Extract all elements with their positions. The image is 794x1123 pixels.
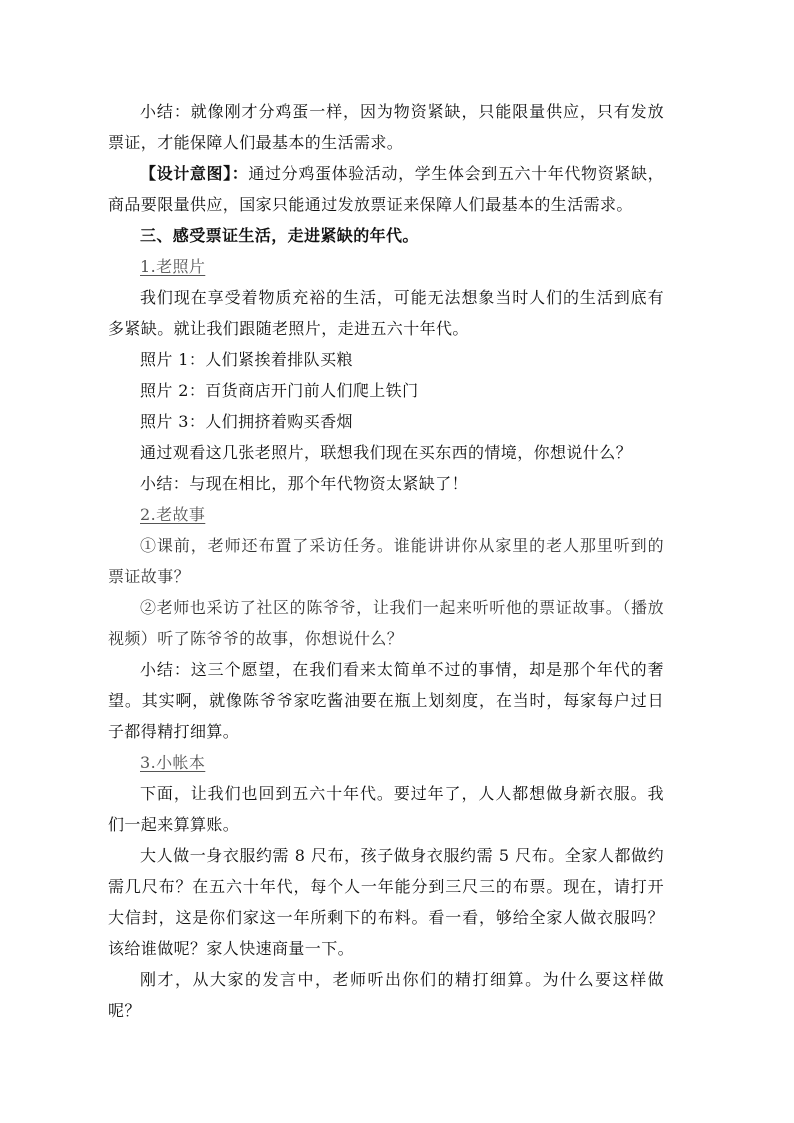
subsection-1-intro: 我们现在享受着物质充裕的生活，可能无法想象当时人们的生活到底有多紧缺。就让我们跟随老照片，走进五六十年代。 [108,288,664,338]
photo-2-caption: 照片 2：百货商店开门前人们爬上铁门 [140,381,419,400]
photo-1-caption: 照片 1：人们紧挨着排队买粮 [140,350,353,369]
subsection-2-item-2: ②老师也采访了社区的陈爷爷，让我们一起来听听他的票证故事。（播放视频）听了陈爷爷的故事，你想说什么？ [108,598,664,648]
section-3-heading: 三、感受票证生活，走进紧缺的年代。 [140,226,419,245]
document-page [108,96,664,1026]
subsection-2-title: 2.老故事 [140,505,206,524]
subsection-3-paragraph-1: 下面，让我们也回到五六十年代。要过年了，人人都想做身新衣服。我们一起来算算账。 [108,784,664,834]
subsection-3-title: 3.小帐本 [140,753,206,772]
subsection-1-title: 1.老照片 [140,257,206,276]
subsection-1-question: 通过观看这几张老照片，联想我们现在买东西的情境，你想说什么？ [140,443,633,462]
subsection-2-title-row [108,499,664,530]
design-intent-text: 通过分鸡蛋体验活动，学生体会到五六十年代物资紧缺，商品要限量供应，国家只能通过发放票证来保障人们最基本的生活需求。 [108,164,664,214]
subsection-2-summary: 小结：这三个愿望，在我们看来太简单不过的事情，却是那个年代的奢望。其实啊，就像陈爷爷家吃酱油要在瓶上划刻度，在当时，每家每户过日子都得精打细算。 [108,660,664,741]
subsection-1-title-row [108,251,664,282]
subsection-2-item-1: ①课前，老师还布置了采访任务。谁能讲讲你从家里的老人那里听到的票证故事？ [108,536,664,586]
subsection-3-paragraph-2: 大人做一身衣服约需 8 尺布，孩子做身衣服约需 5 尺布。全家人都做约需几尺布？在五六十年代，每个人一年能分到三尺三的布票。现在，请打开大信封，这是你们家这一年所剩下的布料。看一看，够给全家人做衣服吗？该给谁做呢？家人快速商量一下。 [108,846,664,958]
summary-paragraph-1: 小结：就像刚才分鸡蛋一样，因为物资紧缺，只能限量供应，只有发放票证，才能保障人们最基本的生活需求。 [108,102,664,152]
subsection-3-paragraph-3: 刚才，从大家的发言中，老师听出你们的精打细算。为什么要这样做呢？ [108,970,664,1020]
subsection-3-title-row [108,747,664,778]
design-intent-paragraph [108,158,664,220]
subsection-1-summary: 小结：与现在相比，那个年代物资太紧缺了！ [140,474,469,493]
design-intent-label: 【设计意图】： [140,164,249,183]
photo-3-caption: 照片 3：人们拥挤着购买香烟 [140,412,353,431]
